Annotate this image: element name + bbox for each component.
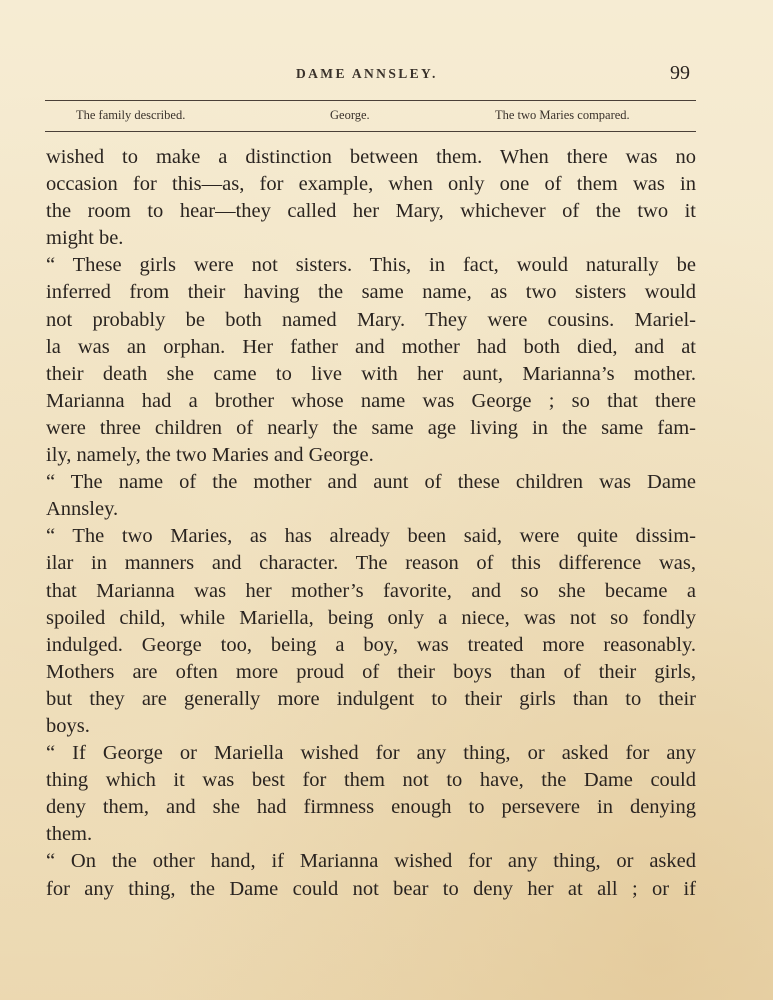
body-text	[46, 144, 696, 903]
text-line: deny them, and she had firmness enough to persevere in denying	[46, 796, 696, 819]
text-line: “ These girls were not sisters. This, in fact, would naturally be	[46, 254, 696, 277]
header-rule-bottom	[45, 131, 696, 132]
text-line: not probably be both named Mary. They were cousins. Mariel-	[46, 308, 696, 331]
text-line: that Marianna was her mother’s favorite, and so she became a	[46, 579, 696, 602]
subhead-george: George.	[330, 108, 370, 122]
text-line: thing which it was best for them not to have, the Dame could	[46, 769, 696, 792]
text-line: their death she came to live with her aunt, Marianna’s mother.	[46, 362, 696, 385]
text-line: ilar in manners and character. The reason of this difference was,	[46, 552, 696, 575]
running-title: DAME ANNSLEY.	[296, 66, 438, 81]
header-rule-top	[45, 100, 696, 101]
running-head	[0, 64, 773, 86]
text-line: but they are generally more indulgent to their girls than to their	[46, 687, 696, 710]
text-line: Marianna had a brother whose name was George ; so that there	[46, 389, 696, 412]
text-line: the room to hear—they called her Mary, whichever of the two it	[46, 200, 696, 223]
text-line: might be.	[46, 227, 124, 250]
text-line: spoiled child, while Mariella, being only a niece, was not so fondly	[46, 606, 696, 629]
text-line: “ If George or Mariella wished for any thing, or asked for any	[46, 742, 696, 765]
text-line: inferred from their having the same name, as two sisters would	[46, 281, 696, 304]
subhead-family: The family described.	[76, 108, 186, 122]
section-subheads	[0, 108, 773, 126]
text-line: Mothers are often more proud of their boys than of their girls,	[46, 660, 696, 683]
text-line: were three children of nearly the same age living in the same fam-	[46, 416, 696, 439]
text-line: wished to make a distinction between them. When there was no	[46, 146, 696, 168]
text-line: ily, namely, the two Maries and George.	[46, 444, 374, 467]
text-line: indulged. George too, being a boy, was treated more reasonably.	[46, 633, 696, 656]
text-line: them.	[46, 823, 93, 846]
text-line: “ The name of the mother and aunt of these children was Dame	[46, 471, 696, 494]
text-line: Annsley.	[46, 498, 119, 521]
text-line: occasion for this—as, for example, when only one of them was in	[46, 173, 696, 196]
text-line: boys.	[46, 714, 90, 737]
page-number: 99	[670, 62, 690, 84]
subhead-maries: The two Maries compared.	[495, 108, 630, 122]
text-line: “ The two Maries, as has already been said, were quite dissim-	[46, 525, 696, 548]
text-line: la was an orphan. Her father and mother had both died, and at	[46, 335, 696, 358]
text-line: “ On the other hand, if Marianna wished for any thing, or asked	[46, 850, 696, 873]
text-line: for any thing, the Dame could not bear to deny her at all ; or if	[46, 877, 696, 900]
